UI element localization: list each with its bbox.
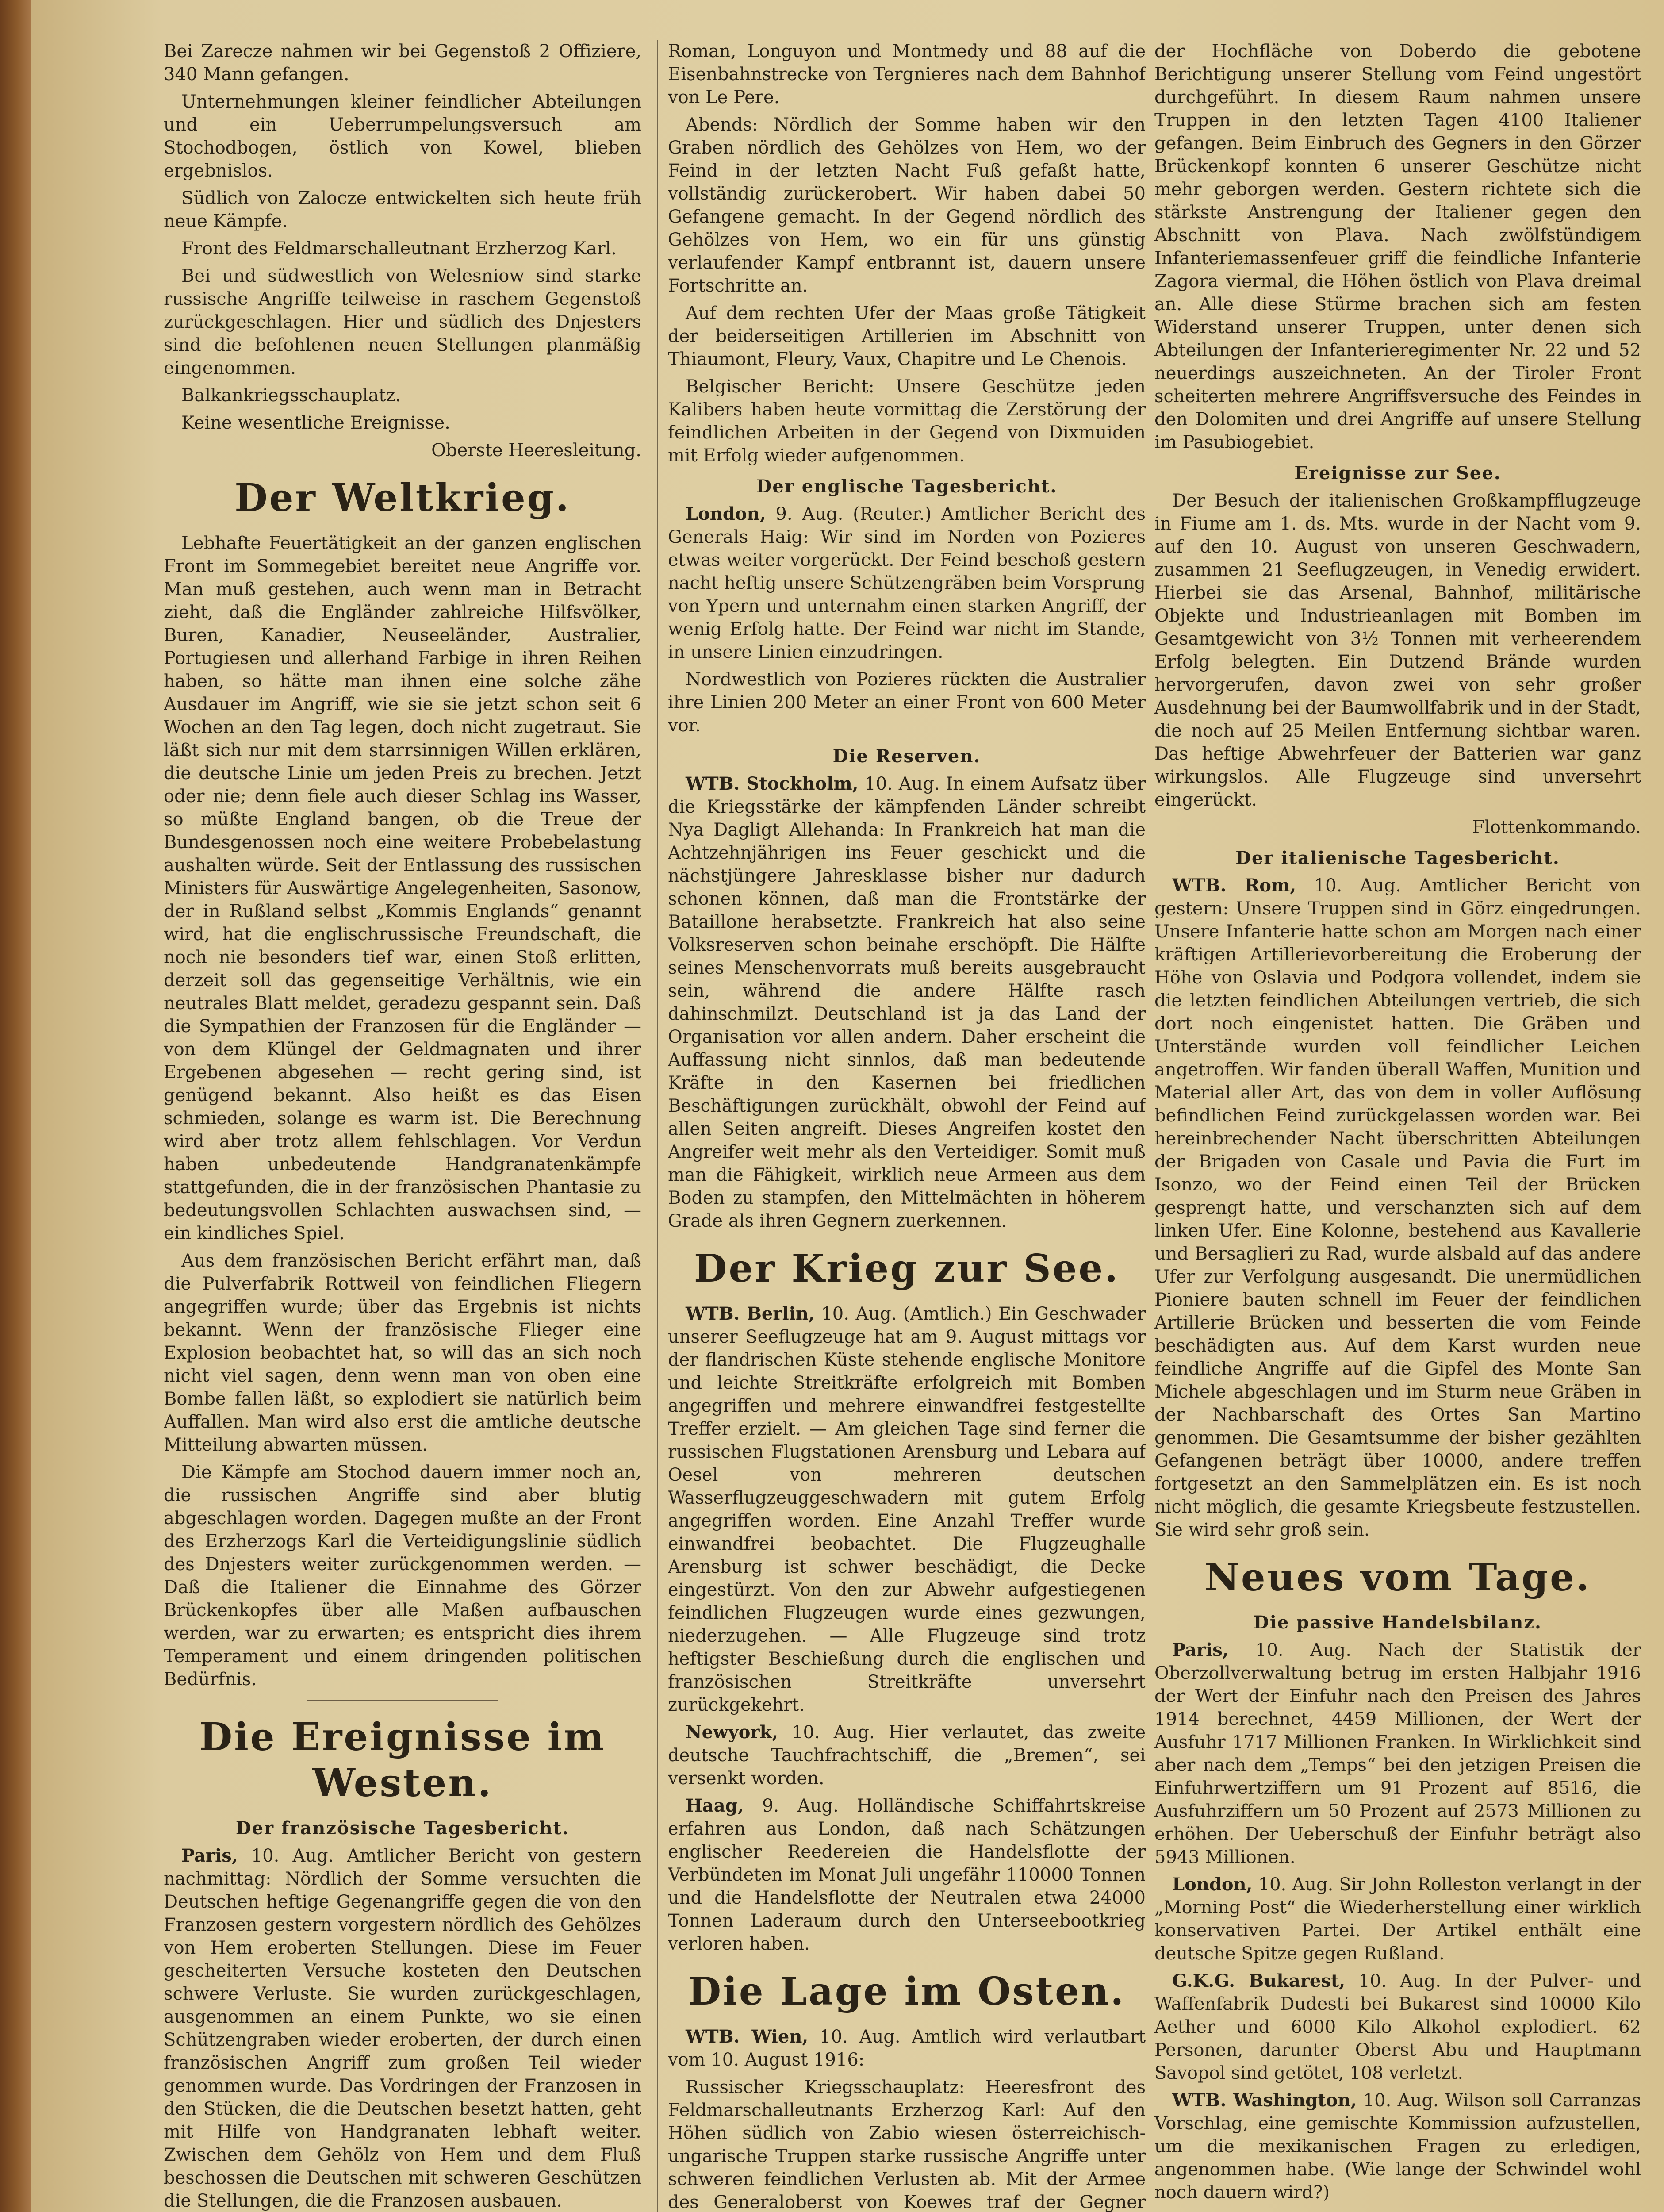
dateline: WTB. Washington, [1172, 2090, 1357, 2111]
dateline: London, [1172, 1874, 1253, 1895]
dateline: London, [686, 503, 766, 524]
signature: Oberste Heeresleitung. [431, 440, 641, 461]
paragraph [1154, 2089, 1641, 2204]
subheading: Der französische Tagesbericht. [235, 1818, 570, 1839]
newspaper-page [31, 0, 1664, 2212]
dateline: G.K.G. Bukarest, [1172, 1970, 1346, 1991]
paragraph [668, 1302, 1146, 1717]
section-heading: Neues vom Tage. [1204, 1555, 1591, 1600]
column-1 [164, 40, 641, 2212]
paragraph [668, 1794, 1146, 1955]
paragraph-text: 10. Aug. Amtlich wird verlautbart vom 10. August 1916: [668, 2027, 1146, 2070]
paragraph [1154, 1873, 1641, 1965]
subheading: Die Reserven. [832, 746, 981, 767]
dateline: WTB. Rom, [1172, 875, 1296, 896]
section-heading: Der Krieg zur See. [694, 1246, 1120, 1291]
paragraph-text: 10. Aug. In der Pulver- und Waffenfabrik Dudesti bei Bukarest sind 10000 Kilo Aether und 6000 Kilo Alkohol explodiert. 62 Personen, darunter Oberst Abu und Hauptmann Savopol sind getötet, 108 verletzt. [1154, 1971, 1641, 2083]
subheading: Die passive Handelsbilanz. [1254, 1612, 1542, 1633]
paragraph-text: 10. Aug. Hier verlautet, das zweite deutsche Tauchfrachtschiff, die „Bremen“, sei versenkt worden. [668, 1722, 1146, 1789]
paragraph [668, 503, 1146, 664]
paragraph-text: 9. Aug. Holländische Schiffahrtskreise erfahren aus London, daß nach Schätzungen englischer Reedereien die Handelsflotte der Verbündeten im Monat Juli ungefähr 110000 Tonnen und die Handelsflotte der Neutralen etwa 24000 Tonnen Laderaum durch den Unterseebootkrieg verloren haben. [668, 1796, 1146, 1954]
paragraph [164, 1844, 641, 2212]
divider [307, 1700, 498, 1701]
dateline: Paris, [1172, 1640, 1229, 1660]
column-rule [657, 40, 658, 2212]
paragraph: der Hochfläche von Doberdo die gebotene Berichtigung unserer Stellung vom Feind ungestört durchgeführt. In diesem Raum nahmen unsere Truppen in den letzten Tagen 4100 Italiener gefangen. Beim Einbruch des Gegners in den Görzer Brückenkopf konnten 6 unserer Geschütze nicht mehr geborgen werden. Gestern richtete sich die stärkste Anstrengung der Italiener gegen den Abschnitt von Plava. Nach zwölfstündigem Infanteriemassenfeuer griff die feindliche Infanterie Zagora viermal, die Höhen östlich von Plava dreimal an. Alle diese Stürme brachen sich am festen Widerstand unserer Truppen, unter denen sich Abteilungen der Infanterieregimenter Nr. 22 und 52 neuerdings auszeichneten. An der Tiroler Front scheiterten mehrere Angriffsversuche des Feindes in den Dolomiten und drei Angriffe auf unsere Stellung im Pasubiogebiet. [1154, 41, 1641, 453]
dateline: WTB. Stockholm, [686, 773, 859, 794]
paragraph-text: 10. Aug. In einem Aufsatz über die Kriegsstärke der kämpfenden Länder schreibt Nya Dagligt Allehanda: In Frankreich hat man die Achtzehnjährigen ins Feuer geschickt und die nächstjüngere Jahresklasse bisher nur dadurch schonen können, daß man die Frontstärke der Bataillone herabsetzte. Frankreich hat also seine Volksreserven schon beinahe erschöpft. Die Hälfte seines Menschenvorrats muß bereits ausgebraucht sein, während die andere Hälfte rasch dahinschmilzt. Deutschland ist ja das Land der Organisation vor allen andern. Daher erscheint die Auffassung nicht sinnlos, daß man bedeutende Kräfte in den Kasernen bei friedlichen Beschäftigungen zurückhält, obwohl der Feind auf allen Seiten angreift. Dieses Angreifen kostet den Angreifer weit mehr als den Verteidiger. Somit muß man die Fähigkeit, wirklich neue Armeen aus dem Boden zu stampfen, den Mittelmächten in höherem Grade als ihren Gegnern zuerkennen. [668, 774, 1146, 1231]
subheading: Ereignisse zur See. [1294, 463, 1501, 484]
paragraph [1154, 874, 1641, 1541]
paragraph: Bei Zarecze nahmen wir bei Gegenstoß 2 Offiziere, 340 Mann gefangen. [164, 41, 641, 84]
paragraph: Belgischer Bericht: Unsere Geschütze jeden Kalibers haben heute vormittag die Zerstörung der feindlichen Arbeiten in der Gegend von Dixmuiden mit Erfolg wieder aufgenommen. [668, 376, 1146, 466]
paragraph-text: 10. Aug. Wilson soll Carranzas Vorschlag, eine gemischte Kommission aufzustellen, um die mexikanischen Fragen zu erledigen, angenommen habe. (Wie lange der Schwindel wohl noch dauern wird?) [1154, 2090, 1641, 2203]
paragraph-text: 10. Aug. Amtlicher Bericht von gestern: Unsere Truppen sind in Görz eingedrungen. Unsere Infanterie hatte schon am Morgen nach einer kräftigen Artillerievorbereitung die Eroberung der Höhe von Oslavia und Podgora vollendet, indem sie die letzten feindlichen Abteilungen vertrieb, die sich dort noch eingenistet hatten. Die Gräben und Unterstände wurden voll feindlicher Leichen angetroffen. Wir fanden überall Waffen, Munition und Material aller Art, das von dem in voller Auflösung befindlichen Feind zurückgelassen worden war. Bei hereinbrechender Nacht überschritten Abteilungen der Brigaden von Casale und Pavia die Furt im Isonzo, wo der Feind einen Teil der Brücken gesprengt hatte, und verschanzten sich auf dem linken Ufer. Eine Kolonne, bestehend aus Kavallerie und Bersaglieri zu Rad, wurde alsbald auf das andere Ufer zur Verfolgung ausgesandt. Die unermüdlichen Pioniere bauten schnell im Feuer der feindlichen Artillerie Brücken und besserten die vom Feinde beschädigten aus. Auf dem Karst wurden neue feindliche Angriffe auf die Gipfel des Monte San Michele abgeschlagen und im Sturm neue Gräben in der Nachbarschaft des Ortes San Martino genommen. Die Gesamtsumme der bisher gezählten Gefangenen beträgt über 10000, andere treffen fortgesetzt an den Sammelplätzen ein. Es ist noch nicht möglich, die gesamte Kriegsbeute festzustellen. Sie wird sehr groß sein. [1154, 876, 1641, 1540]
paragraph-text: 10. Aug. Nach der Statistik der Oberzollverwaltung betrug im ersten Halbjahr 1916 der Wert der Einfuhr nach den Preisen des Jahres 1914 berechnet, 4459 Millionen, der Wert der Ausfuhr 1717 Millionen Franken. In Wirklichkeit sind aber nach dem „Temps“ bei den jetzigen Preisen die Einfuhrwertziffern um 91 Prozent auf 8516, die Ausfuhrziffern um 50 Prozent auf 2573 Millionen zu erhöhen. Der Ueberschuß der Einfuhr beträgt also 5943 Millionen. [1154, 1640, 1641, 1867]
paragraph: Balkankriegsschauplatz. [181, 385, 401, 406]
paragraph: Bei und südwestlich von Welesniow sind starke russische Angriffe teilweise in raschem Gegenstoß zurückgeschlagen. Hier und südlich des Dnjesters sind die befohlenen neuen Stellungen planmäßig eingenommen. [164, 266, 641, 378]
subheading: Der italienische Tagesbericht. [1235, 848, 1560, 868]
paragraph: Aus dem französischen Bericht erfährt man, daß die Pulverfabrik Rottweil von feindlichen Fliegern angegriffen wurde; über das Ergebnis ist nichts bekannt. Wenn der französische Flieger eine Explosion beobachtet hat, so will das an sich noch nicht viel sagen, denn wenn man von oben eine Bombe fallen läßt, so explodiert sie natürlich beim Auffallen. Man wird also erst die amtliche deutsche Mitteilung abwarten müssen. [164, 1251, 641, 1455]
paragraph: Roman, Longuyon und Montmedy und 88 auf die Eisenbahnstrecke von Tergnieres nach dem Bahnhof von Le Pere. [668, 41, 1146, 108]
paragraph [1154, 1970, 1641, 2085]
section-heading: Die Ereignisse im Westen. [199, 1715, 606, 1805]
paragraph: Front des Feldmarschalleutnant Erzherzog Karl. [181, 238, 617, 259]
paragraph: Lebhafte Feuertätigkeit an der ganzen englischen Front im Sommegebiet bereitet neue Angriffe vor. Man muß gestehen, auch wenn man in Betracht zieht, daß die Engländer zahlreiche Hilfsvölker, Buren, Kanadier, Neuseeländer, Australier, Portugiesen und allerhand Farbige in ihren Reihen haben, so hätte man ihnen eine solche zähe Ausdauer im Angriff, wie sie sie jetzt schon seit 6 Wochen an den Tag legen, doch nicht zugetraut. Sie läßt sich nur mit dem starrsinnigen Willen erklären, die deutsche Linie um jeden Preis zu brechen. Jetzt oder nie; denn fiele auch dieser Schlag ins Wasser, so müßte England bangen, ob die Treue der Bundesgenossen noch eine weitere Probebelastung aushalten würde. Seit der Entlassung des russischen Ministers für Auswärtige Angelegenheiten, Sasonow, der in Rußland selbst „Kommis Englands“ genannt wird, hat die englischrussische Freundschaft, die noch nie besonders tief war, einen Stoß erlitten, derzeit soll das gegenseitige Verhältnis, wie ein neutrales Blatt meldet, geradezu gespannt sein. Daß die Sympathien der Franzosen für die Engländer — von dem Klüngel der Geldmagnaten und ihrer Ergebenen abgesehen — recht gering sind, ist genügend bekannt. Also heißt es das Eisen schmieden, solange es warm ist. Die Berechnung wird aber trotz allem fehlschlagen. Vor Verdun haben unbedeutende Handgranatenkämpfe stattgefunden, die in der französischen Phantasie zu bedeutungsvollen Schlachten auswachsen sind, — ein kindliches Spiel. [164, 533, 641, 1244]
paragraph: Auf dem rechten Ufer der Maas große Tätigkeit der beiderseitigen Artillerien im Abschnitt von Thiaumont, Fleury, Vaux, Chapitre und Le Chenois. [668, 303, 1146, 369]
paragraph-text: 10. Aug. (Amtlich.) Ein Geschwader unserer Seeflugzeuge hat am 9. August mittags vor der flandrischen Küste stehende englische Monitore und leichte Streitkräfte erfolgreich mit Bomben angegriffen und mehrere einwandfrei festgestellte Treffer erzielt. — Am gleichen Tage sind ferner die russischen Flugstationen Arensburg und Lebara auf Oesel von mehreren deutschen Wasserflugzeuggeschwadern mit gutem Erfolg angegriffen worden. Eine Anzahl Treffer wurde einwandfrei beobachtet. Die Flugzeughalle Arensburg ist schwer beschädigt, die Decke eingestürzt. Von den zur Abwehr aufgestiegenen feindlichen Flugzeugen wurde eines gezwungen, niederzugehen. — Alle Flugzeuge sind trotz heftigster Beschießung durch die englischen und französischen Streitkräfte unversehrt zurückgekehrt. [668, 1304, 1146, 1715]
paragraph: Der Besuch der italienischen Großkampfflugzeuge in Fiume am 1. ds. Mts. wurde in der Nacht vom 9. auf den 10. August von unseren Geschwadern, zusammen 21 Seeflugzeugen, in Venedig erwidert. Hierbei sie das Arsenal, Bahnhof, militärische Objekte und Industrieanlagen mit Bomben im Gesamtgewicht von 3½ Tonnen mit verheerendem Erfolg belegten. Ein Dutzend Brände wurden hervorgerufen, davon zwei von sehr großer Ausdehnung bei der Baumwollfabrik und in der Stadt, die noch auf 25 Meilen Entfernung sichtbar waren. Das heftige Abwehrfeuer der Batterien war ganz wirkungslos. Alle Flugzeuge sind unversehrt eingerückt. [1154, 491, 1641, 810]
paragraph: Südlich von Zalocze entwickelten sich heute früh neue Kämpfe. [164, 188, 641, 231]
section-heading: Die Lage im Osten. [688, 1969, 1126, 2014]
column-2 [668, 40, 1146, 2212]
paragraph-text: 10. Aug. Sir John Rolleston verlangt in der „Morning Post“ die Wiederherstellung einer wirklich konservativen Partei. Der Artikel enthält eine deutsche Spitze gegen Rußland. [1154, 1874, 1641, 1964]
dateline: Newyork, [686, 1722, 778, 1743]
column-3 [1154, 40, 1641, 2212]
dateline: WTB. Berlin, [686, 1303, 815, 1324]
dateline: WTB. Wien, [686, 2026, 809, 2047]
paragraph: Keine wesentliche Ereignisse. [181, 413, 450, 433]
dateline: Paris, [181, 1845, 238, 1866]
dateline: Haag, [686, 1795, 744, 1816]
book-binding [0, 0, 31, 2212]
signature: Flottenkommando. [1472, 817, 1641, 837]
paragraph: Russischer Kriegsschauplatz: Heeresfront des Feldmarschalleutnants Erzherzog Karl: Auf den Höhen südlich von Zabio wiesen österreichisch-ungarische Truppen starke russische Angriffe unter schweren feindlichen Verlusten ab. Mit der Armee des Generaloberst von Koewes traf der Gegner [668, 2077, 1146, 2212]
paragraph: Unternehmungen kleiner feindlicher Abteilungen und ein Ueberrumpelungsversuch am Stochodbogen, östlich von Kowel, blieben ergebnislos. [164, 92, 641, 181]
paragraph: Nordwestlich von Pozieres rückten die Australier ihre Linien 200 Meter an einer Front von 600 Meter vor. [668, 669, 1146, 736]
paragraph [668, 1721, 1146, 1790]
section-heading: Der Weltkrieg. [234, 476, 571, 520]
paragraph-text: 10. Aug. Amtlicher Bericht von gestern nachmittag: Nördlich der Somme versuchten die Deutschen heftige Gegenangriffe gegen die von den Franzosen gestern vorgestern nördlich des Gehölzes von Hem eroberten Stellungen. Diese im Feuer gescheiterten Versuche kosteten den Deutschen schwere Verluste. Sie wurden zurückgeschlagen, ausgenommen an einem Punkte, wo sie einen Schützengraben wieder eroberten, der durch einen französischen Angriff zum großen Teil wieder genommen wurde. Das Vordringen der Franzosen in den Stücken, die die Deutschen besetzt hatten, geht mit Hilfe von Handgranaten lebhaft weiter. Zwischen dem Gehölz von Hem und dem Fluß beschossen die Deutschen mit schweren Geschützen die Stellungen, die die Franzosen ausbauen. [164, 1846, 641, 2211]
paragraph [668, 772, 1146, 1233]
paragraph [1154, 1639, 1641, 1869]
subheading: Der englische Tagesbericht. [756, 476, 1058, 497]
paragraph: Abends: Nördlich der Somme haben wir den Graben nördlich des Gehölzes von Hem, wo der Feind in der letzten Nacht Fuß gefaßt hatte, vollständig zurückerobert. Wir haben dabei 50 Gefangene gemacht. In der Gegend nördlich des Gehölzes von Hem, wo ein für uns günstig verlaufender Kampf entbrannt ist, dauern unsere Fortschritte an. [668, 115, 1146, 296]
paragraph: Die Kämpfe am Stochod dauern immer noch an, die russischen Angriffe sind aber blutig abgeschlagen worden. Dagegen mußte an der Front des Erzherzogs Karl die Verteidigungslinie südlich des Dnjesters weiter zurückgenommen werden. — Daß die Italiener die Einnahme des Görzer Brückenkopfes über alle Maßen aufbauschen werden, war zu erwarten; es entspricht dies ihrem Temperament und einem dringenden politischen Bedürfnis. [164, 1462, 641, 1690]
paragraph [668, 2025, 1146, 2071]
paragraph-text: 9. Aug. (Reuter.) Amtlicher Bericht des Generals Haig: Wir sind im Norden von Pozieres etwas weiter vorgerückt. Der Feind beschoß gestern nacht heftig unsere Schützengräben beim Vorsprung von Ypern und unternahm einen starken Angriff, der wenig Erfolg hatte. Der Feind war nicht im Stande, in unsere Linien einzudringen. [668, 504, 1146, 662]
